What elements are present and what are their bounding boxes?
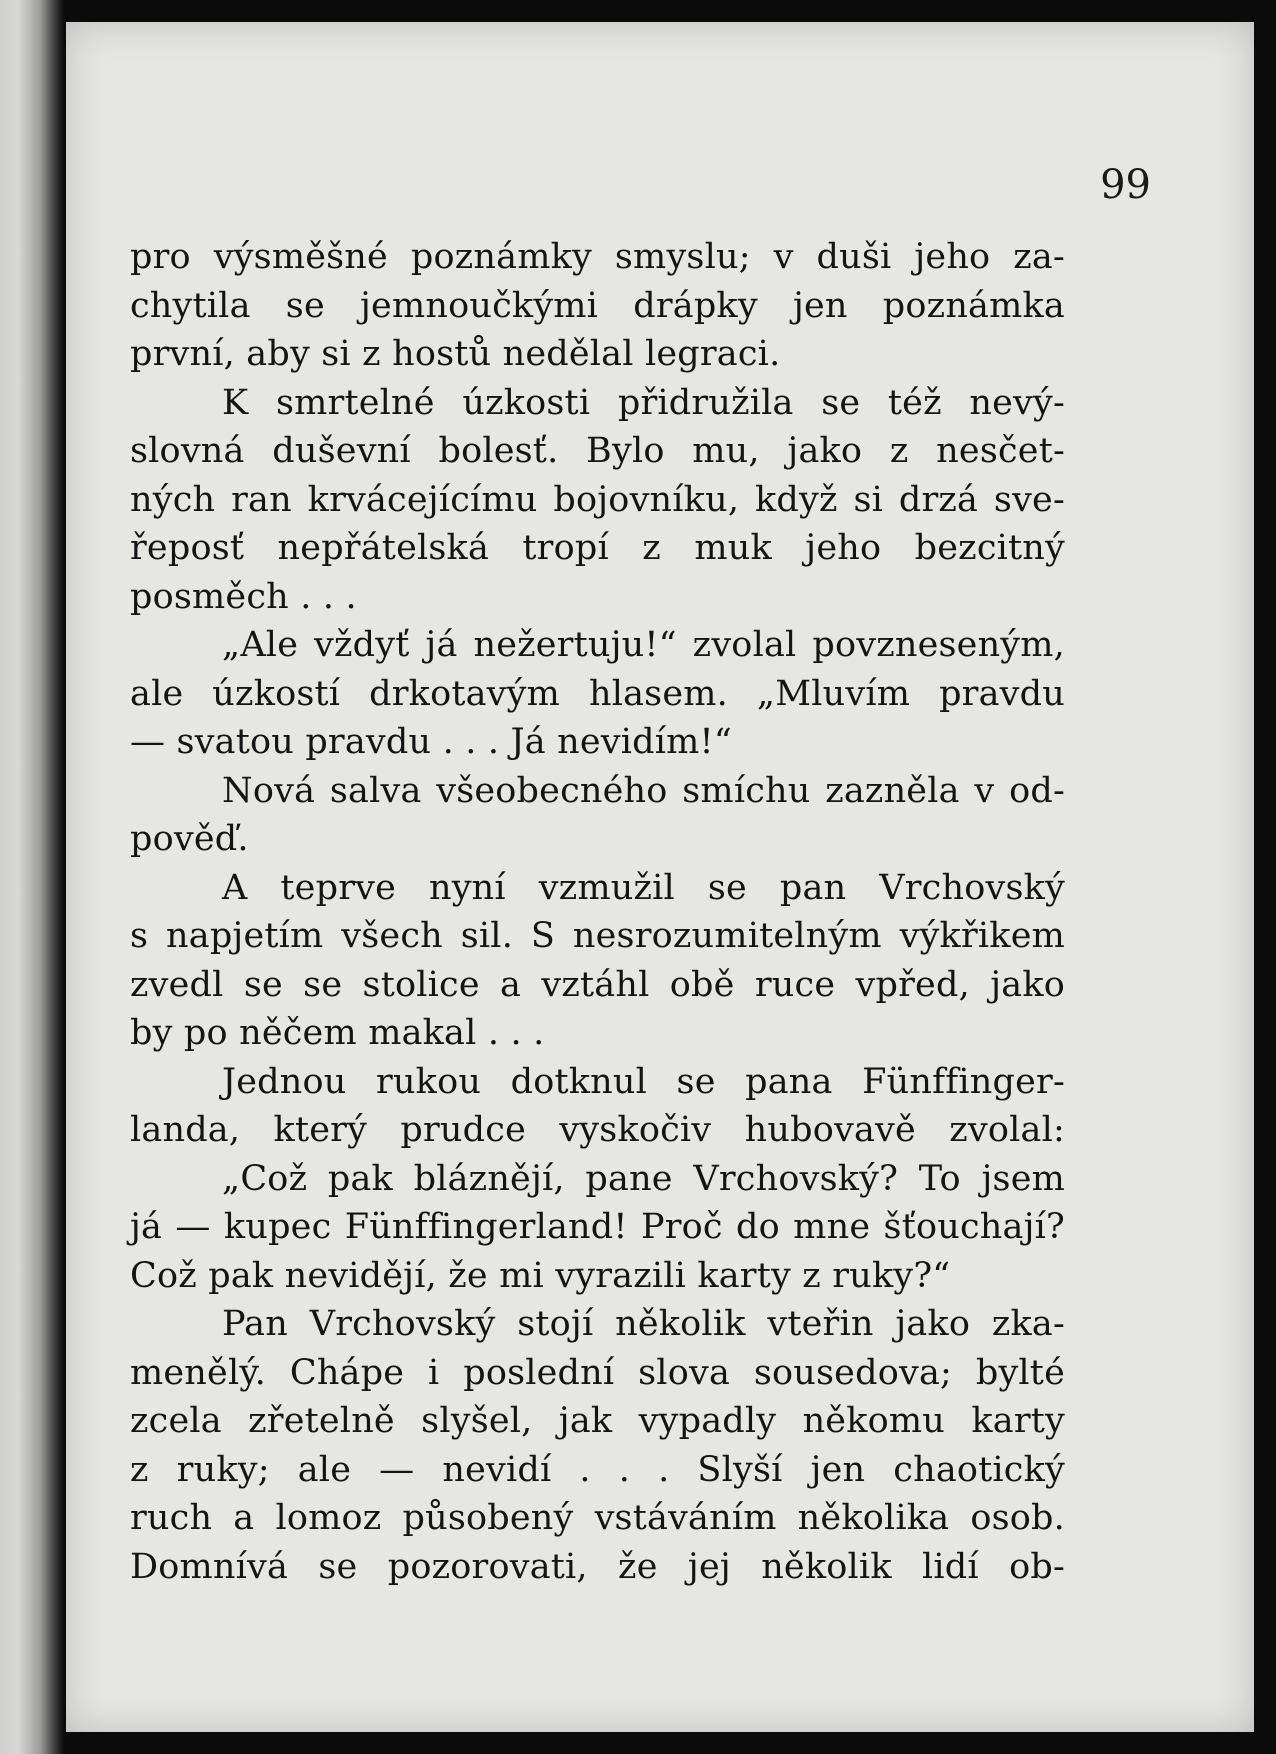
text-line: zvedl se se stolice a vztáhl obě ruce vpřed, jako bbox=[130, 964, 1065, 1005]
text-line: pověď. bbox=[130, 819, 249, 859]
text-line: landa, který prudce vyskočiv hubovavě zvolal: bbox=[130, 1110, 1065, 1150]
text-line: „Ale vždyť já nežertuju!“ zvolal povzneseným, bbox=[222, 625, 1065, 665]
book-edge-strip bbox=[0, 0, 64, 1754]
text-line: menělý. Chápe i poslední slova sousedova; bylté bbox=[130, 1352, 1065, 1393]
text-line: ných ran krvácejícímu bojovníku, když si drzá sve- bbox=[130, 479, 1065, 520]
text-line: by po něčem makal . . . bbox=[130, 1013, 545, 1053]
text-line: zcela zřetelně slyšel, jak vypadly někomu karty bbox=[130, 1401, 1065, 1441]
text-line: Nová salva všeobecného smíchu zazněla v od- bbox=[222, 770, 1065, 811]
text-line: pro výsměšné poznámky smyslu; v duši jeho za- bbox=[130, 237, 1065, 277]
text-line: A teprve nyní vzmužil se pan Vrchovský bbox=[222, 867, 1065, 908]
text-line: první, aby si z hostů nedělal legraci. bbox=[130, 334, 781, 374]
text-line: Což pak nevidějí, že mi vyrazili karty z ruky?“ bbox=[130, 1255, 951, 1296]
text-line: ale úzkostí drkotavým hlasem. „Mluvím pravdu bbox=[130, 673, 1065, 714]
text-line: řeposť nepřátelská tropí z muk jeho bezcitný bbox=[130, 528, 1065, 568]
text-line: s napjetím všech sil. S nesrozumitelným výkřikem bbox=[130, 916, 1065, 956]
text-line: já — kupec Fünffingerland! Proč do mne šťouchají? bbox=[130, 1207, 1065, 1247]
text-line: slovná duševní bolesť. Bylo mu, jako z nesčet- bbox=[130, 431, 1065, 471]
text-line: — svatou pravdu . . . Já nevidím!“ bbox=[130, 722, 732, 762]
text-line: Pan Vrchovský stojí několik vteřin jako zka- bbox=[222, 1304, 1065, 1344]
text-line: Domnívá se pozorovati, že jej několik lidí ob- bbox=[130, 1546, 1065, 1587]
page-number: 99 bbox=[1100, 162, 1151, 208]
text-line: z ruky; ale — nevidí . . . Slyší jen chaotický bbox=[130, 1449, 1065, 1490]
text-line: ruch a lomoz působený vstáváním několika osob. bbox=[130, 1498, 1065, 1538]
body-text bbox=[130, 233, 1065, 1591]
text-line: „Což pak bláznějí, pane Vrchovský? To jsem bbox=[222, 1158, 1065, 1199]
text-line: posměch . . . bbox=[130, 576, 357, 617]
text-line: Jednou rukou dotknul se pana Fünffinger- bbox=[222, 1061, 1065, 1102]
text-line: K smrtelné úzkosti přidružila se též nevý- bbox=[222, 382, 1065, 423]
text-line: chytila se jemnoučkými drápky jen poznámka bbox=[130, 285, 1065, 326]
